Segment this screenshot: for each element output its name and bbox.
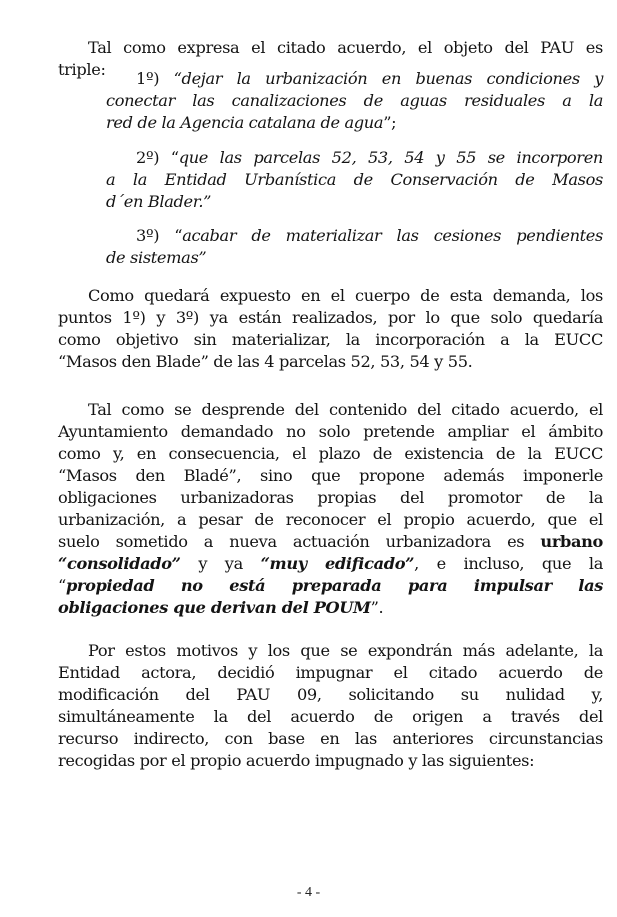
item-number: 2º) “: [136, 148, 179, 167]
item-number: 3º) “: [136, 226, 183, 245]
text-segment: , e incluso, que la: [414, 554, 604, 573]
text-line: [58, 553, 603, 575]
text-line: [58, 575, 603, 597]
quote-text: “dejar la urbanización en buenas condiciones y: [173, 69, 603, 88]
text-segment: ”.: [370, 598, 384, 617]
paragraph-ayuntamiento: [58, 399, 603, 619]
text-line: [58, 597, 603, 619]
text-line: Ayuntamiento demandado no solo pretende ampliar el ámbito: [58, 422, 603, 441]
list-item-2: [106, 147, 603, 213]
text-line: Por estos motivos y los que se expondrán más adelante, la: [88, 641, 603, 660]
text-line: modificación del PAU 09, solicitando su nulidad y,: [58, 685, 603, 704]
bold-italic-text: obligaciones que derivan del POUM: [58, 598, 371, 617]
quote-text: que las parcelas 52, 53, 54 y 55 se incorporen: [178, 148, 603, 167]
text-line: [106, 68, 603, 90]
bold-italic-text: “consolidado”: [58, 554, 181, 573]
text-line: puntos 1º) y 3º) ya están realizados, por lo que solo quedaría: [58, 308, 603, 327]
text-line: Tal como se desprende del contenido del citado acuerdo, el: [88, 400, 603, 419]
text-line: [58, 531, 603, 553]
text-line: recogidas por el propio acuerdo impugnado y las siguientes:: [58, 751, 535, 770]
paragraph-impugnacion: [58, 640, 603, 772]
text-segment: y ya: [180, 554, 261, 573]
bold-italic-text: “muy edificado”: [260, 554, 415, 573]
text-line: “Masos den Bladé”, sino que propone además imponerle: [58, 466, 603, 485]
text-line: como objetivo sin materializar, la incorporación a la EUCC: [58, 330, 603, 349]
text-line: de sistemas”: [106, 248, 207, 267]
text-line: [106, 112, 603, 134]
text-line: como y, en consecuencia, el plazo de existencia de la EUCC: [58, 444, 603, 463]
text-line: Como quedará expuesto en el cuerpo de esta demanda, los: [88, 286, 603, 305]
quote-text: acabar de materializar las cesiones pendientes: [182, 226, 603, 245]
text-line: triple:: [58, 60, 106, 79]
text-line: [106, 225, 603, 247]
text-line: d´en Blader.”: [106, 192, 212, 211]
text-line: “Masos den Blade” de las 4 parcelas 52, 53, 54 y 55.: [58, 352, 473, 371]
bold-italic-text: propiedad no está preparada para impulsar las: [65, 576, 603, 595]
text-segment: suelo sometido a nueva actuación urbanizadora es: [58, 532, 541, 551]
text-line: obligaciones urbanizadoras propias del promotor de la: [58, 488, 603, 507]
paragraph-puntos-realizados: [58, 285, 603, 373]
text-line: a la Entidad Urbanística de Conservación de Masos: [106, 170, 603, 189]
text-line: urbanización, a pesar de reconocer el propio acuerdo, que el: [58, 510, 603, 529]
text-line: [106, 147, 603, 169]
quote-text: red de la Agencia catalana de agua: [106, 113, 384, 132]
item-number: 1º): [136, 69, 160, 88]
list-item-3: [106, 225, 603, 269]
quote-close: ”;: [383, 113, 397, 132]
text-line: recurso indirecto, con base en las anteriores circunstancias: [58, 729, 603, 748]
text-line: simultáneamente la del acuerdo de origen a través del: [58, 707, 603, 726]
page-number: - 4 -: [296, 885, 321, 900]
text-line: conectar las canalizaciones de aguas residuales a la: [106, 91, 603, 110]
list-item-1: [106, 68, 603, 134]
text-line: Tal como expresa el citado acuerdo, el objeto del PAU es: [88, 38, 603, 57]
text-line: Entidad actora, decidió impugnar el citado acuerdo de: [58, 663, 603, 682]
bold-text: urbano: [540, 532, 603, 551]
text-segment: “: [58, 576, 66, 595]
